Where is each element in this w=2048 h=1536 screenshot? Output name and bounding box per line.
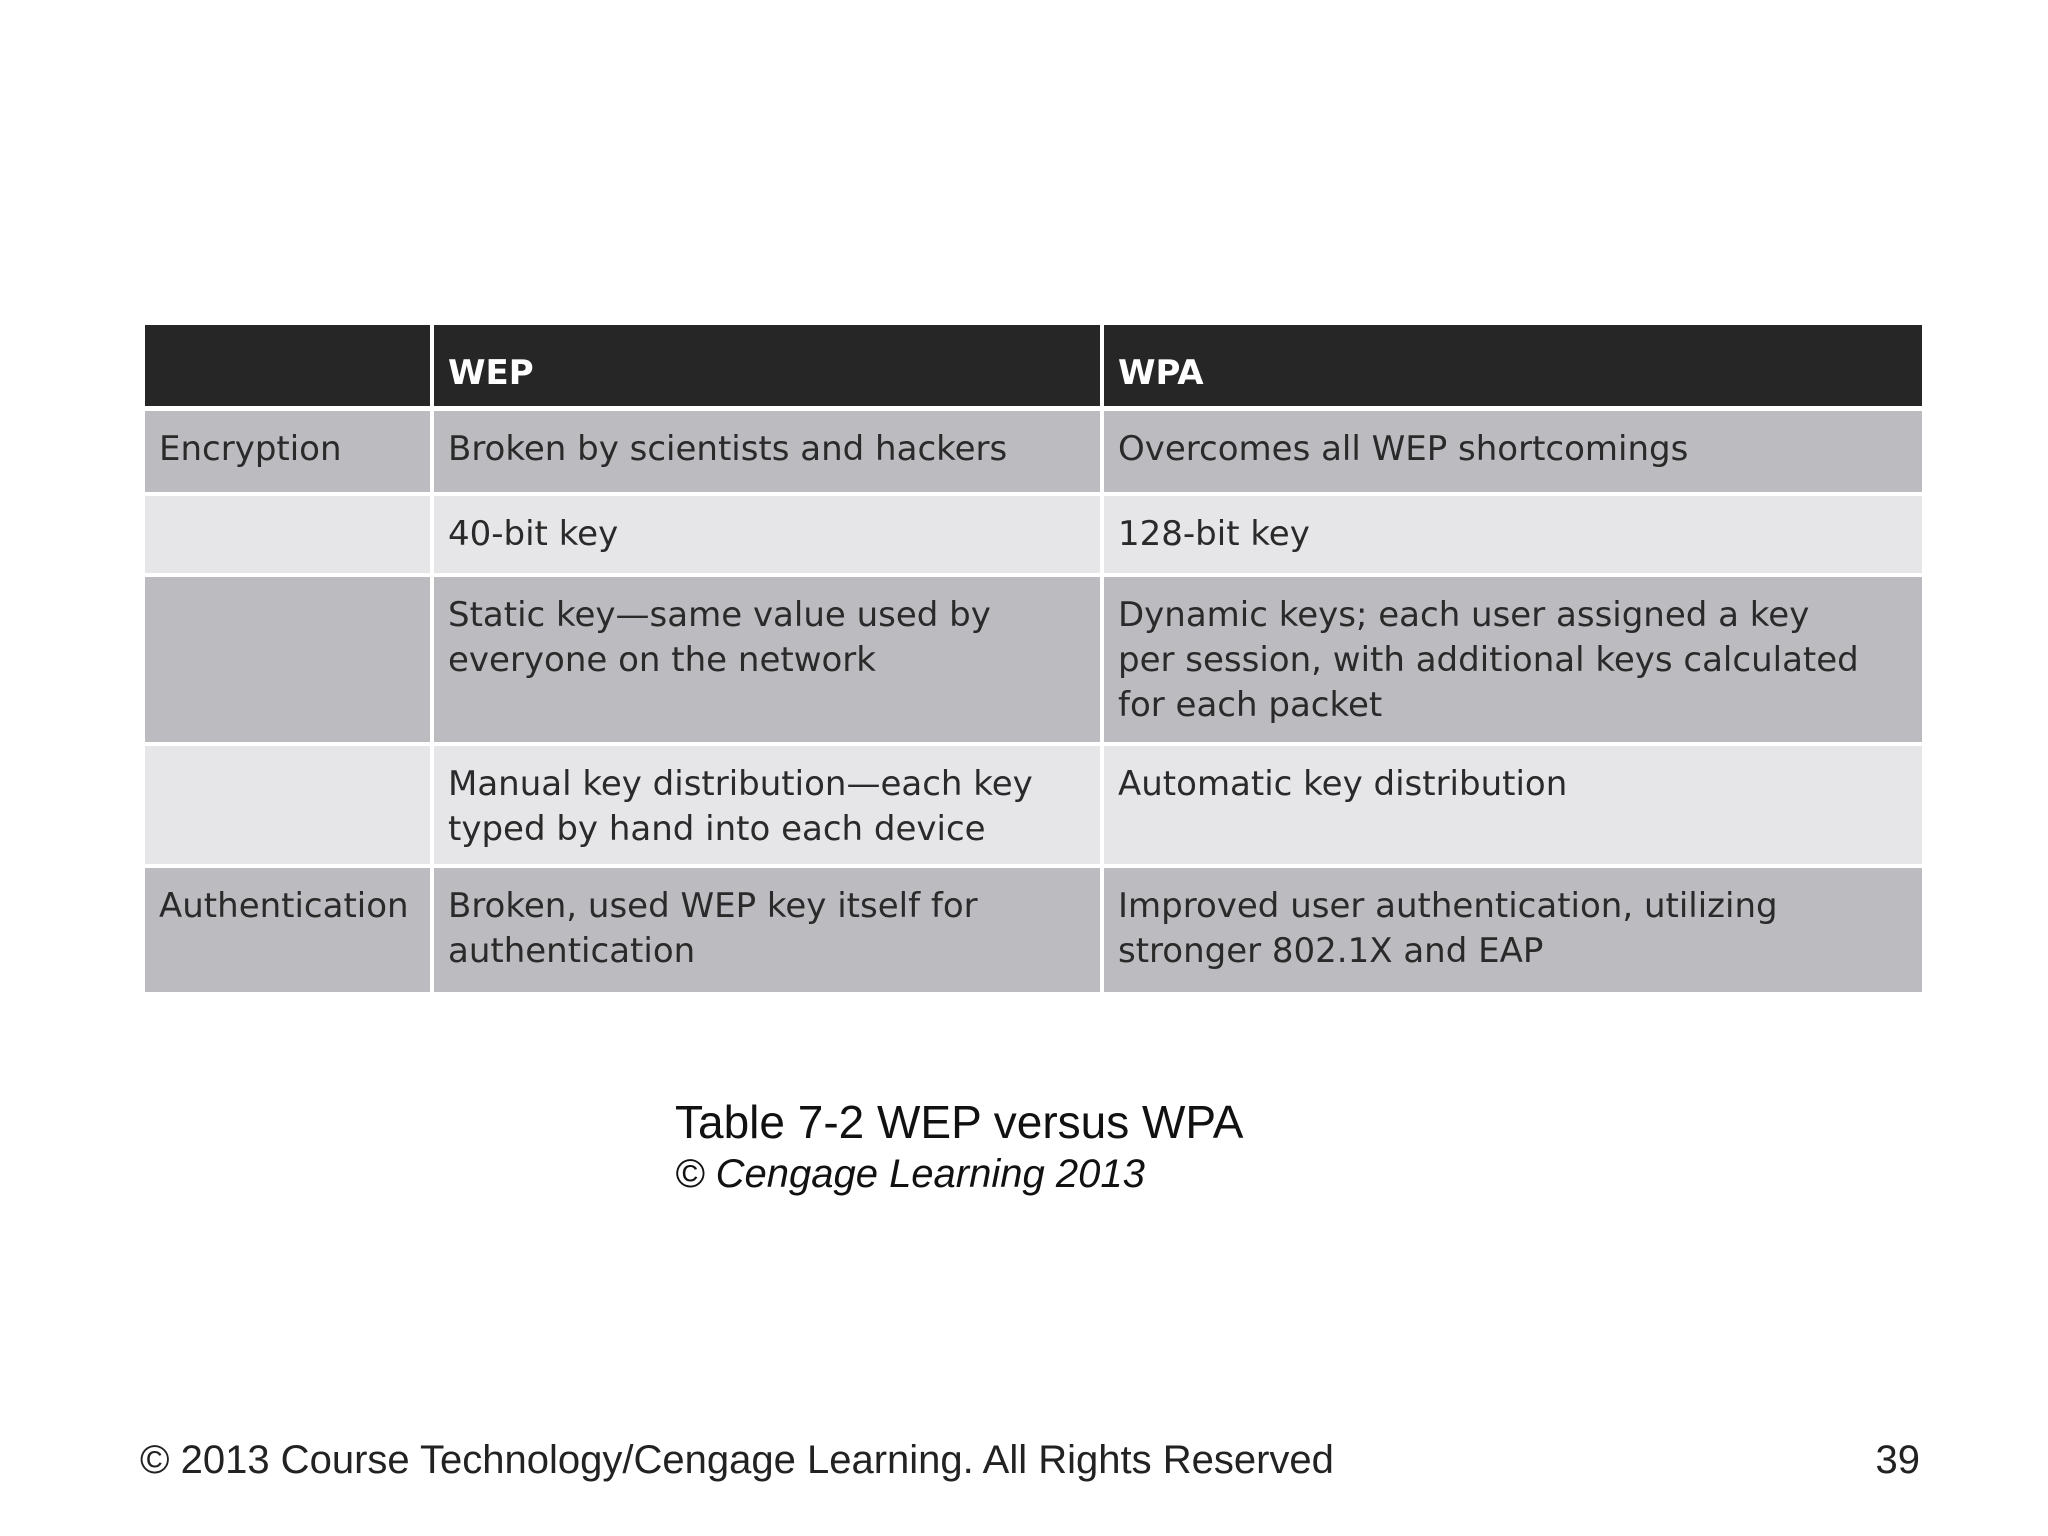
row-encryption-wep-cell: Broken by scientists and hackers (434, 411, 1100, 492)
row-encryption-feature-cell: Encryption (145, 411, 430, 492)
row-key-type-wep-cell: Static key—same value used by everyone on the network (434, 577, 1100, 742)
row-key-type-wpa-cell: Dynamic keys; each user assigned a key per session, with additional keys calculated for each packet (1104, 577, 1922, 742)
header-row-wep-cell: WEP (434, 325, 1100, 406)
header-row-wpa-cell: WPA (1104, 325, 1922, 406)
row-encryption-wpa-cell: Overcomes all WEP shortcomings (1104, 411, 1922, 492)
table-caption: Table 7-2 WEP versus WPA (675, 1096, 1244, 1148)
row-authentication-wep-cell: Broken, used WEP key itself for authentication (434, 868, 1100, 992)
header-row-feature-cell (145, 325, 430, 406)
page-number: 39 (1875, 1438, 1920, 1482)
row-authentication-feature-cell: Authentication (145, 868, 430, 992)
row-key-length-wep-cell: 40-bit key (434, 496, 1100, 573)
row-key-length-feature-cell (145, 496, 430, 573)
row-key-distribution-wep-cell: Manual key distribution—each key typed by hand into each device (434, 746, 1100, 864)
footer-copyright: © 2013 Course Technology/Cengage Learning. All Rights Reserved (140, 1438, 1334, 1482)
row-key-distribution-feature-cell (145, 746, 430, 864)
table-credit: © Cengage Learning 2013 (675, 1152, 1145, 1196)
row-key-length-wpa-cell: 128-bit key (1104, 496, 1922, 573)
row-key-distribution-wpa-cell: Automatic key distribution (1104, 746, 1922, 864)
row-authentication-wpa-cell: Improved user authentication, utilizing stronger 802.1X and EAP (1104, 868, 1922, 992)
row-key-type-feature-cell (145, 577, 430, 742)
